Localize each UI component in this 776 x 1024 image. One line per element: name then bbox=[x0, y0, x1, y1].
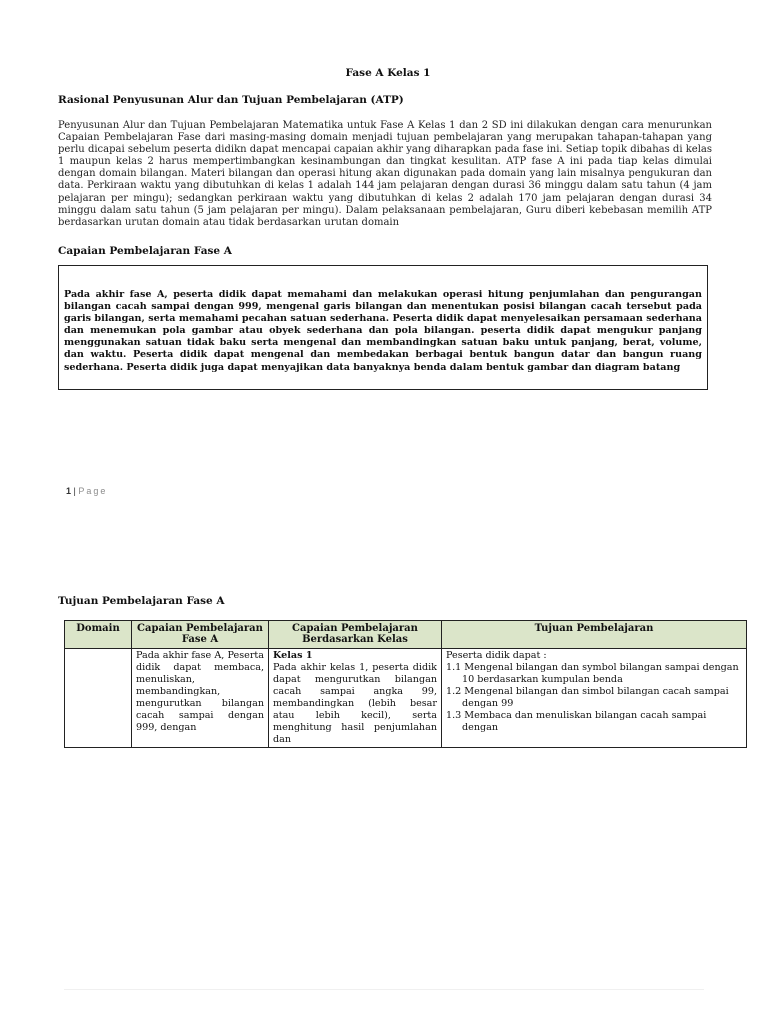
capaian-box-text: Pada akhir fase A, peserta didik dapat memahami dan melakukan operasi hitung penjumlahan dan pengurangan bilangan cacah sampai dengan 999, mengenal garis bilangan dan menentukan posisi bilangan cacah tersebut pada garis bilangan, serta memahami pecahan satuan sederhana. Peserta didik dapat menyelesaikan persamaan sederhana dan menemukan pola gambar atau obyek sederhana dan pola bilangan. peserta didik dapat mengukur panjang menggunakan satuan tidak baku serta mengenal dan membandingkan satuan baku untuk panjang, berat, volume, dan waktu. Peserta didik dapat mengenal dan membedakan berbagai bentuk bangun datar dan bangun ruang sederhana. Peserta didik juga dapat menyajikan data banyaknya benda dalam bentuk gambar dan diagram batang bbox=[64, 289, 702, 373]
tujuan-table-container bbox=[64, 620, 746, 745]
rasional-paragraph: Penyusunan Alur dan Tujuan Pembelajaran Matematika untuk Fase A Kelas 1 dan 2 SD ini dilakukan dengan cara menurunkan Capaian Pembelajaran Fase dari masing-masing domain menjadi tujuan pembelajaran yang merupakan tahapan-tahapan yang perlu dicapai sebelum peserta didikn dapat mencapai capaian akhir yang diharapkan pada fase ini. Setiap topik dibahas di kelas 1 maupun kelas 2 harus mempertimbangkan kesinambungan dan tingkat kesulitan. ATP fase A ini pada tiap kelas dimulai dengan domain bilangan. Materi bilangan dan operasi hitung akan digunakan pada domain yang lain misalnya pengukuran dan data. Perkiraan waktu yang dibutuhkan di kelas 1 adalah 144 jam pelajaran dengan durasi 36 minggu dalam satu tahun (4 jam pelajaran per mingu); sedangkan perkiraan waktu yang dibutuhkan di kelas 2 adalah 170 jam pelajaran dengan durasi 34 minggu dalam satu tahun (5 jam pelajaran per mingu). Dalam pelaksanaan pembelajaran, Guru diberi kebebasan memilih ATP berdasarkan urutan domain atau tidak berdasarkan urutan domain bbox=[58, 120, 712, 228]
tujuan-table bbox=[64, 620, 747, 748]
kelas-label: Kelas 1 bbox=[273, 650, 313, 661]
cell-domain bbox=[65, 649, 132, 748]
rasional-heading: Rasional Penyusunan Alur dan Tujuan Pembelajaran (ATP) bbox=[58, 94, 404, 106]
tujuan-intro: Peserta didik dapat : bbox=[446, 650, 547, 661]
page-number: 1 bbox=[66, 486, 72, 496]
cell-tujuan bbox=[442, 649, 747, 748]
capaian-heading: Capaian Pembelajaran Fase A bbox=[58, 245, 232, 257]
tujuan-item: 1.3 Membaca dan menuliskan bilangan cacah sampai dengan bbox=[446, 710, 707, 733]
cell-cp-fase: Pada akhir fase A, Peserta didik dapat membaca, menuliskan, membandingkan, mengurutkan bilangan cacah sampai dengan 999, dengan bbox=[132, 649, 269, 748]
tujuan-item: 1.1 Mengenal bilangan dan symbol bilangan sampai dengan 10 berdasarkan kumpulan benda bbox=[446, 662, 739, 685]
cell-cp-kelas bbox=[269, 649, 442, 748]
table-row bbox=[65, 649, 747, 748]
capaian-box bbox=[58, 265, 708, 390]
header-cp-kelas: Capaian Pembelajaran Berdasarkan Kelas bbox=[269, 621, 442, 649]
document-title: Fase A Kelas 1 bbox=[345, 67, 431, 79]
page-bottom-rule bbox=[64, 989, 704, 990]
page-label: Page bbox=[78, 486, 108, 496]
table-header-row bbox=[65, 621, 747, 649]
tujuan-heading: Tujuan Pembelajaran Fase A bbox=[58, 595, 225, 607]
page-separator: | bbox=[71, 486, 79, 496]
header-tujuan: Tujuan Pembelajaran bbox=[442, 621, 747, 649]
cp-kelas-text: Pada akhir kelas 1, peserta didik dapat mengurutkan bilangan cacah sampai angka 99, membandingkan (lebih besar atau lebih kecil), serta menghitung hasil penjumlahan dan bbox=[273, 662, 437, 745]
header-cp-fase: Capaian Pembelajaran Fase A bbox=[132, 621, 269, 649]
header-domain: Domain bbox=[65, 621, 132, 649]
page-footer bbox=[66, 486, 107, 496]
tujuan-item: 1.2 Mengenal bilangan dan simbol bilangan cacah sampai dengan 99 bbox=[446, 686, 729, 709]
